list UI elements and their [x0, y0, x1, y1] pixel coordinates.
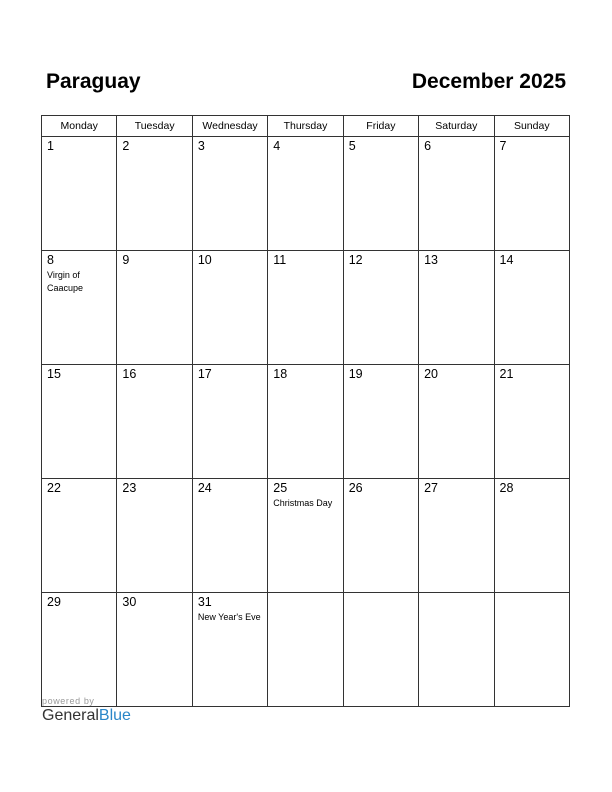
holiday-label: Virgin of Caacupe [47, 270, 84, 293]
day-cell [192, 251, 267, 365]
day-cell [494, 251, 569, 365]
day-number: 20 [424, 367, 439, 381]
day-number: 8 [47, 253, 54, 267]
day-number: 26 [348, 481, 363, 495]
day-number: 3 [197, 139, 205, 153]
day-cell [268, 593, 343, 707]
day-number: 28 [499, 481, 514, 495]
day-cell [494, 137, 569, 251]
day-number: 27 [424, 481, 439, 495]
week-row [42, 593, 570, 707]
day-cell [192, 365, 267, 479]
weekday-friday: Friday [343, 116, 418, 137]
day-cell [42, 365, 117, 479]
day-number: 23 [122, 481, 137, 495]
holiday-label: New Year's Eve [197, 612, 261, 622]
day-number: 31 [197, 595, 212, 609]
month-title: December 2025 [411, 70, 566, 93]
powered-by-text: powered by [42, 696, 95, 706]
week-row [42, 251, 570, 365]
day-number: 17 [197, 367, 212, 381]
day-number: 24 [197, 481, 212, 495]
day-cell [42, 251, 117, 365]
day-number: 10 [197, 253, 212, 267]
week-row [42, 137, 570, 251]
day-cell [268, 137, 343, 251]
country-title: Paraguay [46, 70, 141, 93]
day-number: 19 [348, 367, 363, 381]
day-cell [419, 137, 494, 251]
holiday-label: Christmas Day [273, 498, 333, 508]
day-number: 30 [122, 595, 137, 609]
day-cell [268, 479, 343, 593]
day-cell [42, 137, 117, 251]
day-number: 15 [47, 367, 61, 381]
day-cell [117, 137, 192, 251]
calendar-header [46, 70, 566, 100]
day-cell [117, 593, 192, 707]
day-cell [268, 365, 343, 479]
generalblue-logo [42, 707, 131, 725]
weekday-wednesday: Wednesday [192, 116, 267, 137]
day-number: 14 [499, 253, 514, 267]
day-number: 7 [499, 139, 507, 153]
day-number: 25 [273, 481, 288, 495]
calendar-grid [41, 115, 570, 707]
day-number: 2 [122, 139, 130, 153]
day-cell [268, 251, 343, 365]
day-cell [419, 365, 494, 479]
day-number: 4 [273, 139, 281, 153]
day-cell [192, 479, 267, 593]
day-cell [192, 137, 267, 251]
weekday-thursday: Thursday [268, 116, 343, 137]
day-number: 6 [424, 139, 432, 153]
day-number: 16 [122, 367, 137, 381]
weekday-sunday: Sunday [494, 116, 569, 137]
day-cell [117, 365, 192, 479]
week-row [42, 479, 570, 593]
day-number: 13 [424, 253, 439, 267]
day-cell [419, 593, 494, 707]
week-row [42, 365, 570, 479]
day-cell [343, 137, 418, 251]
day-cell [494, 479, 569, 593]
day-cell [117, 251, 192, 365]
day-number: 9 [122, 253, 130, 267]
day-cell [343, 365, 418, 479]
day-cell [343, 251, 418, 365]
day-cell [343, 479, 418, 593]
day-cell [192, 593, 267, 707]
weekday-header-row [42, 116, 570, 137]
logo-text-blue: Blue [98, 707, 131, 724]
weekday-saturday: Saturday [419, 116, 494, 137]
day-cell [42, 593, 117, 707]
day-cell [419, 479, 494, 593]
day-number: 18 [273, 367, 288, 381]
day-number: 5 [348, 139, 356, 153]
day-cell [42, 479, 117, 593]
day-cell [117, 479, 192, 593]
day-cell [494, 365, 569, 479]
footer-branding [42, 696, 131, 725]
weekday-monday: Monday [42, 116, 117, 137]
day-cell [343, 593, 418, 707]
day-number: 21 [499, 367, 514, 381]
day-number: 22 [47, 481, 61, 495]
day-number: 12 [348, 253, 363, 267]
day-cell [494, 593, 569, 707]
logo-text-general: General [42, 707, 99, 724]
day-number: 1 [47, 139, 54, 153]
weekday-tuesday: Tuesday [117, 116, 192, 137]
day-cell [419, 251, 494, 365]
day-number: 11 [273, 253, 287, 267]
day-number: 29 [47, 595, 61, 609]
